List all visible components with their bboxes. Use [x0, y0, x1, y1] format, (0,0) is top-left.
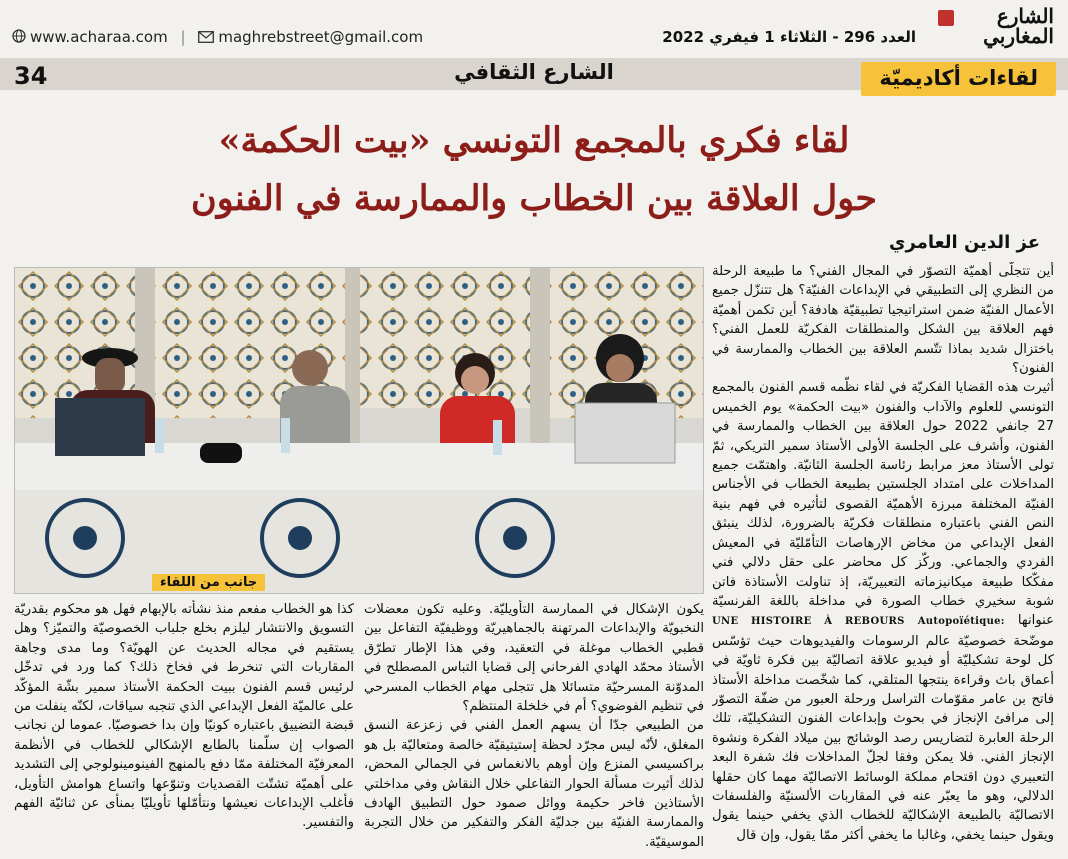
author-byline: عز الدين العامري [889, 232, 1040, 253]
paragraph: يكون الإشكال في الممارسة التأويليّة. وعليه تكون معضلات النخبويّة والإبداعات المرتهنة بالجماهيريّة ووظيفيّة التفاعل بين قطبي الخطاب موغلة في التعقيد، وفي هذا الإطار تطرّق الأستاذ محمّد الهادي الفرحاني إلى قضايا التباس المصطلح في المدوّنة المسرحيّة متسائلا هل تتجلى مهام الخطاب المسرحي في تنظيم الفوضوي؟ أم في خلخلة المنتظم؟ [364, 602, 704, 715]
french-title: Autopoïétique: [917, 616, 1005, 628]
article-column-right [712, 262, 1054, 856]
contact-info [12, 28, 423, 47]
email-link[interactable]: maghrebstreet@gmail.com [218, 28, 424, 46]
conference-scene-illustration [15, 268, 704, 594]
paragraph: أين تتجلّى أهميّة التصوّر في المجال الفني؟ ما طبيعة الرحلة من النظري إلى التطبيقي في الإبداعات الفنيّة؟ هل تتنزّل جميع الأعمال الفنيّة ضمن استراتيجيا تطبيقيّة هادفة؟ أين تكمن أهميّة فهم العلاقة بين الشكل والمنطلقات الفكريّة للعمل الفني؟ باختزال شديد بماذا تتّسم العلاقة بين الخطاب والممارسة في الفنون؟ [712, 264, 1054, 377]
globe-icon [12, 29, 26, 47]
logo-line-1: الشارع [996, 4, 1054, 28]
website-link[interactable]: www.acharaa.com [30, 28, 168, 46]
headline-line-2: حول العلاقة بين الخطاب والممارسة في الفنون [191, 178, 877, 219]
paragraph: أثيرت هذه القضايا الفكريّة في لقاء نظّمه قسم الفنون بالمجمع التونسي للعلوم والآداب والفنون «بيت الحكمة» يوم الخميس 27 جانفي 2022 حول العلاقة بين الخطاب والممارسة في الفنون، وأشرف على الجلسة الأولى الأستاذ سمير التريكي، ثمّ تولى الأستاذ معز مرابط رئاسة الجلسة الثانيّة. واهتمّت جميع المداخلات على امتداد الجلستين بطبيعة الخطاب في الأجناس الفنيّة المختلفة مبرزة الأهميّة القصوى لتأثيره في فهم بنية النص الفني باعتباره منطلقات فكريّة بالضرورة، لذلك ينبثق الفعل الإبداعي من مخاض الإرهاصات التأمّليّة في المعيش الفردي والجماعي. وركّز كل محاضر على حقل دلالي فني مفكّكا طبيعة ميكانيزماته التعبيريّة، إذ تناولت الأستاذة فاتن شوبة سخيري خطاب الصورة في مداخلة باللغة الفرنسيّة عنوانها [712, 380, 1054, 629]
logo-map-icon [938, 10, 954, 26]
article-photo [14, 267, 704, 594]
contact-divider: | [180, 28, 186, 46]
photo-caption: جانب من اللقاء [152, 574, 265, 591]
paragraph: موضّحة خصوصيّة عالم الرسومات والفيديوهات حيث تؤسّس كل لوحة تشكيليّة أو فيديو علاقة اتصاليّة بين فكرة ثاويّة في أعماق باث وقراءة ينتجها المتلقي، كما شخّصت مداخلة الأستاذ فاتح بن عامر مقوّمات التراسل ورحلة العبور من ضفّة التصوّر إلى مرافئ الإنجاز في بحوث وإبداعات الفنون التشكيليّة، تلك الرحلة العابرة لتضاريس رصد الوشائج بين ميلاد الفكرة ونشوة الإنجاز الفني. فلا يمكن وفقا لجلّ المداخلات فك شفرة البعد التعبيري دون اقتحام مملكة الوسائط الاتصاليّة مهما كان حقلها الدلالي، وهو ما يعبّر عنه في المقاربات الألسنيّة والفلسفات الاتصاليّة بالطبيعة الإشكاليّة للخطاب الذي يخفي حينما يقول ويقول حينما يخفي، وغالبا ما يخفي أكثر ممّا يقول، وإن قال [712, 633, 1054, 843]
paragraph: كذا هو الخطاب مفعم منذ نشأته بالإبهام فهل هو محكوم بقدريّة التسويق والانتشار ليلزم بخلع جلباب الخصوصيّة والتميّز؟ وهل يستقيم في مجاله الحديث عن الهويّة؟ وما مدى وجاهة المقاربات التي تنخرط في فخاخ ذلك؟ كما ورد في تدخّل لرئيس قسم الفنون ببيت الحكمة الأستاذ سمير بشّة المؤكّد على عالميّة الفعل الإبداعي الذي تنجبه سياقات، لكنّه ينفلت من قبضة التضييق باعتباره كونيّا وإن بدا خصوصيّا. عموما لن نجانب الصواب إن سلّمنا بالطابع الإشكالي للخطاب في الأنظمة المعرفيّة المختلفة ممّا دفع بالمنهج الفينومينولوجي إلى التشديد على أهميّة تشتّت القصديات وتنوّعها واتساع هوامش التأويل، فأغلب الإبداعات نعيشها ونتأمّلها تأويليّا بمنأى عن ثنائيّة الفهم والتفسير. [14, 602, 354, 831]
logo-line-2: المغاربي [983, 24, 1054, 48]
issue-date: العدد 296 - الثلاثاء 1 فيفري 2022 [662, 28, 916, 46]
page-number: 34 [14, 62, 48, 90]
article-column-left [14, 600, 354, 856]
rubric-label: لقاءات أكاديميّة [861, 62, 1056, 96]
paragraph: من الطبيعي جدّا أن يسهم العمل الفني في زعزعة النسق المغلق، لأنّه ليس مجرّد لحظة إستيتيقيّة خالصة ومتعاليّة بل هو براكسيسي المنزع وإن أوهم بالانغماس في الجمالي المحض، لذلك أثيرت مسألة الحوار التفاعلي خلال النقاش وفي مداخلتي الأستاذين فاخر حكيمة ووائل صمود حول التطبيق الهادف والممارسة الفنيّة بين جدليّة الفكر والتفكير من خلال التجربة الموسيقيّة. [364, 718, 704, 850]
newspaper-logo [936, 6, 1054, 54]
page-header [0, 0, 1068, 56]
envelope-icon [198, 29, 214, 47]
headline-line-1: لقاء فكري بالمجمع التونسي «بيت الحكمة» [218, 120, 850, 161]
article-column-middle [364, 600, 704, 856]
french-title: UNE HISTOIRE À REBOURS [712, 616, 905, 628]
section-title: الشارع الثقافي [454, 60, 614, 84]
